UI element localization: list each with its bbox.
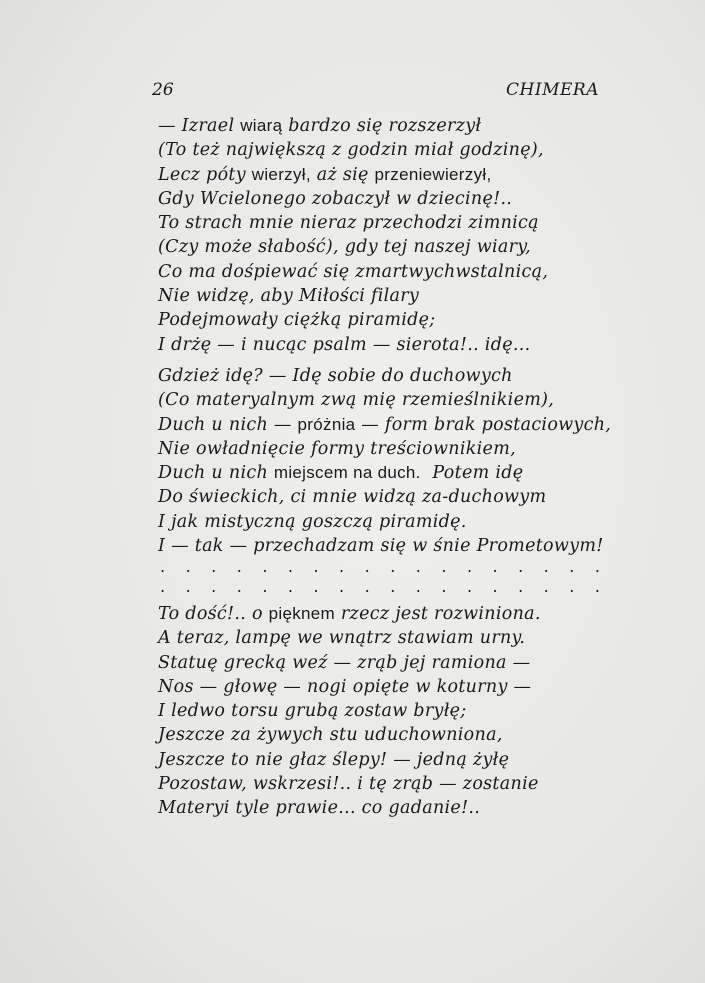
line-segment: Nie widzę, aby Miłości filary	[158, 286, 420, 307]
ellipsis-dot: .	[466, 557, 473, 576]
line-segment: miejscem na duch.	[273, 463, 421, 483]
line-segment: Nos — głowę — nogi opięte w koturny —	[158, 676, 532, 697]
poem-line	[158, 333, 628, 357]
poem-line	[158, 651, 628, 675]
poem-line	[158, 485, 628, 509]
poem-line	[158, 187, 628, 211]
line-segment: Statuę grecką weź — zrąb jej ramiona —	[158, 652, 531, 673]
poem-line	[158, 461, 628, 485]
line-segment: Jeszcze to nie głaz ślepy! — jedną żyłę	[158, 749, 510, 770]
line-segment: I — tak — przechadzam się w śnie Prometowym!	[158, 536, 604, 557]
ellipsis-dot: .	[569, 577, 575, 596]
poem-line	[158, 602, 628, 626]
line-segment: pięknem	[268, 604, 336, 623]
running-head: CHIMERA	[506, 80, 599, 100]
poem-line	[158, 211, 628, 235]
line-segment: Lecz póty	[158, 164, 252, 185]
line-segment: To strach mnie nieraz przechodzi zimnicą	[158, 213, 539, 234]
line-segment: I ledwo torsu grubą zostaw bryłę;	[158, 701, 467, 722]
line-segment: rzecz jest rozwiniona.	[335, 604, 541, 624]
line-segment: (Czy może słabość), gdy tej naszej wiary,	[158, 237, 531, 258]
poem-line	[158, 772, 628, 796]
ellipsis-dot: .	[569, 557, 575, 576]
line-segment: Co ma dośpiewać się zmartwychwstalnicą,	[158, 261, 549, 282]
line-segment: Duch u nich	[158, 463, 274, 484]
line-segment: przeniewierzył,	[374, 164, 492, 184]
poem-line	[158, 510, 628, 534]
line-segment: wierzył,	[251, 164, 311, 184]
line-segment: — form brak postaciowych,	[355, 414, 612, 435]
stanza-3	[158, 602, 628, 821]
line-segment: Jeszcze za żywych stu uduchowniona,	[158, 725, 503, 746]
line-segment: Gdzież idę? — Idę sobie do duchowych	[158, 366, 513, 386]
ellipsis-dot: .	[594, 577, 600, 596]
line-segment: aż się	[310, 164, 375, 185]
line-segment: Pozostaw, wskrzesi!.. i tę zrąb — zostanie	[158, 774, 539, 795]
poem-line	[158, 114, 628, 138]
ellipsis-dot: .	[185, 577, 191, 596]
ellipsis-dot: .	[236, 557, 242, 576]
line-segment: Gdy Wcielonego zobaczył w dziecinę!..	[158, 188, 513, 209]
ellipsis-dot: .	[287, 577, 293, 596]
line-segment: Potem idę	[420, 463, 524, 484]
line-segment: — Izrael	[158, 116, 241, 136]
page-number: 26	[152, 80, 174, 100]
line-segment: Do świeckich, ci mnie widzą za-duchowym	[158, 487, 547, 508]
ellipsis-dot: .	[364, 577, 370, 596]
ellipsis-dot: .	[313, 577, 319, 596]
ellipsis-dot: .	[211, 577, 217, 596]
poem-line	[158, 626, 628, 650]
poem-line	[158, 388, 628, 412]
line-segment: bardzo się rozszerzył	[282, 116, 482, 136]
ellipsis-dot: .	[390, 577, 396, 596]
poem-line	[158, 308, 628, 332]
line-segment: Duch u nich —	[158, 414, 298, 435]
poem-line	[158, 235, 628, 259]
line-segment: (Co materyalnym zwą mię rzemieślnikiem),	[158, 390, 555, 411]
ellipsis-dot: .	[518, 557, 524, 576]
ellipsis-dot: .	[543, 557, 549, 576]
line-segment: I drżę — i nucąc psalm — sierota!.. idę...	[158, 334, 531, 355]
line-segment: Nie owładnięcie formy treściownikiem,	[158, 438, 516, 459]
ellipsis-dot: .	[415, 577, 421, 596]
ellipsis-dot: .	[543, 577, 549, 596]
line-segment: (To też największą z godzin miał godzinę),	[158, 140, 544, 161]
line-segment: Materyi tyle prawie... co gadanie!..	[158, 798, 481, 819]
poem-line	[158, 534, 628, 558]
ellipsis-dot: .	[415, 557, 421, 576]
ellipsis-dot: .	[160, 577, 166, 596]
line-segment: A teraz, lampę we wnątrz stawiam urny.	[158, 628, 526, 649]
poem-line	[158, 796, 628, 820]
ellipsis-dot: .	[185, 557, 191, 576]
ellipsis-dot: .	[518, 577, 524, 596]
ellipsis-dot: .	[466, 577, 473, 596]
ellipsis-row	[160, 557, 600, 578]
poem-line	[158, 138, 628, 162]
line-segment: wiarą	[240, 116, 283, 135]
ellipsis-dot: .	[262, 577, 268, 596]
ellipsis-dot: .	[262, 557, 268, 576]
ellipsis-dot: .	[313, 557, 319, 576]
ellipsis-dot: .	[364, 557, 370, 576]
ellipsis-dot: .	[287, 557, 293, 576]
ellipsis-dot: .	[339, 557, 345, 576]
poem-line	[158, 723, 628, 747]
ellipsis-dot: .	[441, 577, 447, 596]
poem-line	[158, 437, 628, 461]
ellipsis-dot: .	[339, 577, 345, 596]
ellipsis-dot: .	[594, 557, 600, 576]
stanza-1	[158, 114, 628, 357]
ellipsis-dot: .	[492, 557, 498, 576]
poem-line	[158, 260, 628, 284]
line-segment: Podejmowały ciężką piramidę;	[158, 310, 436, 331]
poem-line	[158, 163, 628, 187]
poem-line	[158, 364, 628, 388]
ellipsis-row	[160, 577, 600, 598]
poem-line	[158, 284, 628, 308]
ellipsis-dot: .	[492, 577, 498, 596]
ellipsis-dot: .	[236, 577, 242, 596]
poem-line	[158, 413, 628, 437]
ellipsis-dot: .	[390, 557, 396, 576]
poem-line	[158, 748, 628, 772]
poem-line	[158, 675, 628, 699]
ellipsis-dot: .	[160, 557, 166, 576]
line-segment: próżnia	[297, 414, 356, 434]
ellipsis-dot: .	[211, 557, 217, 576]
poem-line	[158, 699, 628, 723]
line-segment: To dość!.. o	[158, 604, 269, 624]
ellipsis-dot: .	[441, 557, 447, 576]
line-segment: I jak mistyczną goszczą piramidę.	[158, 511, 467, 532]
stanza-2	[158, 364, 628, 558]
